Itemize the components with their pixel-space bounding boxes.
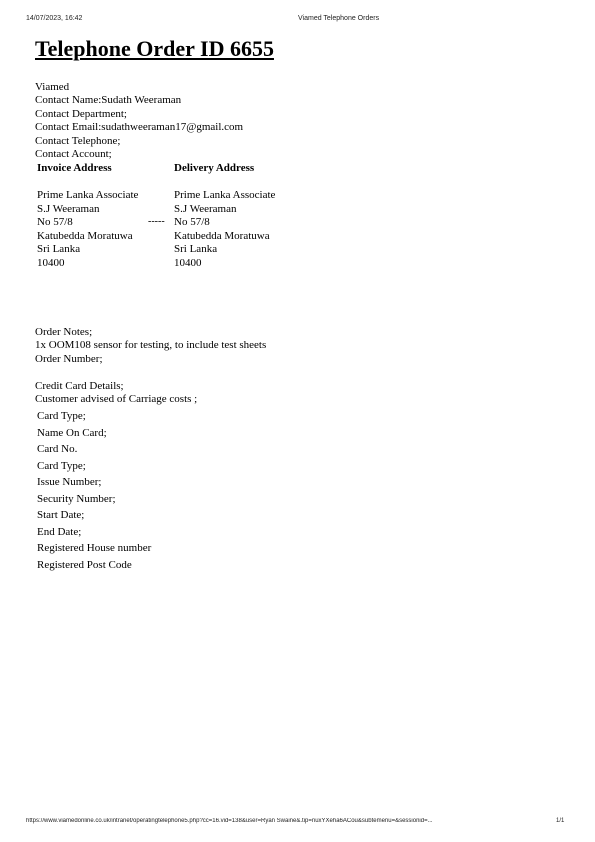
credit-card-details-label: Credit Card Details; bbox=[35, 380, 124, 392]
delivery-address-heading: Delivery Address bbox=[174, 162, 255, 174]
company-name: Viamed bbox=[35, 81, 70, 93]
invoice-address-heading: Invoice Address bbox=[37, 162, 112, 174]
invoice-address-line: Sri Lanka bbox=[37, 243, 81, 255]
print-datetime: 14/07/2023, 16:42 bbox=[26, 15, 83, 22]
payment-field: Registered Post Code bbox=[37, 559, 132, 571]
payment-field: End Date; bbox=[37, 526, 82, 538]
payment-field: Start Date; bbox=[37, 509, 85, 521]
delivery-address-line: Prime Lanka Associate bbox=[174, 189, 276, 201]
print-document-title: Viamed Telephone Orders bbox=[298, 15, 380, 22]
order-notes-text: 1x OOM108 sensor for testing, to include test sheets bbox=[35, 339, 267, 351]
invoice-address-line: S.J Weeraman bbox=[37, 203, 100, 215]
contact-department: Contact Department; bbox=[35, 108, 127, 120]
delivery-address-line: Katubedda Moratuwa bbox=[174, 230, 270, 242]
payment-field: Card Type; bbox=[37, 460, 86, 472]
print-url: https://www.viamedonline.co.uk/intranet/operatingtelephone5.php?cc=16.vid=138&user=Ryan Swaine&.tip=nuxYXeha6ACou&subtemenu=&sessionid=... bbox=[26, 818, 433, 824]
delivery-address-line: 10400 bbox=[174, 257, 202, 269]
payment-field: Security Number; bbox=[37, 493, 116, 505]
contact-email: Contact Email:sudathweeraman17@gmail.com bbox=[35, 121, 244, 133]
page-title: Telephone Order ID 6655 bbox=[35, 36, 274, 61]
carriage-costs-label: Customer advised of Carriage costs ; bbox=[35, 393, 198, 405]
order-notes-label: Order Notes; bbox=[35, 326, 93, 338]
payment-field: Card No. bbox=[37, 443, 78, 455]
payment-field: Issue Number; bbox=[37, 476, 102, 488]
payment-field: Registered House number bbox=[37, 542, 152, 554]
invoice-address-line: Katubedda Moratuwa bbox=[37, 230, 133, 242]
print-page-number: 1/1 bbox=[556, 818, 565, 824]
payment-field: Card Type; bbox=[37, 410, 86, 422]
address-separator: ----- bbox=[148, 216, 165, 227]
contact-name: Contact Name:Sudath Weeraman bbox=[35, 94, 182, 106]
delivery-address-line: Sri Lanka bbox=[174, 243, 218, 255]
invoice-address-line: No 57/8 bbox=[37, 216, 73, 228]
delivery-address-line: No 57/8 bbox=[174, 216, 210, 228]
order-number-label: Order Number; bbox=[35, 353, 103, 365]
invoice-address-line: 10400 bbox=[37, 257, 65, 269]
payment-field: Name On Card; bbox=[37, 427, 107, 439]
contact-account: Contact Account; bbox=[35, 148, 112, 160]
invoice-address-line: Prime Lanka Associate bbox=[37, 189, 139, 201]
delivery-address-line: S.J Weeraman bbox=[174, 203, 237, 215]
contact-telephone: Contact Telephone; bbox=[35, 135, 121, 147]
